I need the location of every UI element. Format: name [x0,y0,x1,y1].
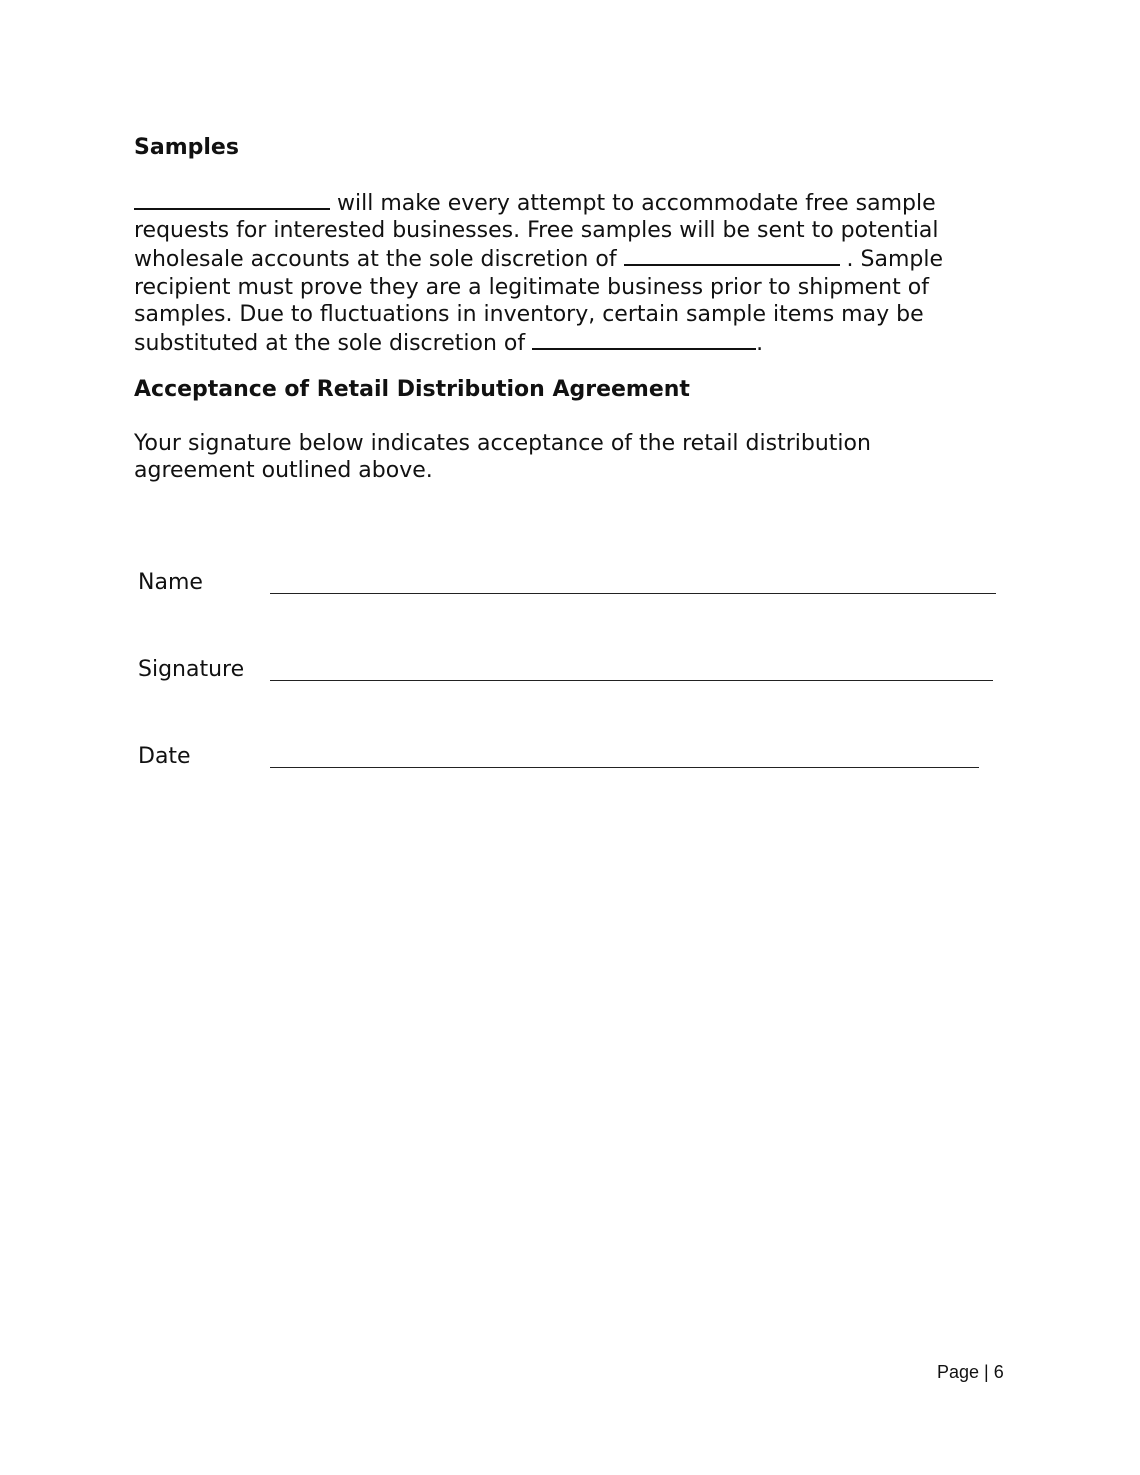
date-label: Date [138,744,191,769]
acceptance-paragraph: Your signature below indicates acceptance of the retail distribution agreement outlined above. [134,431,871,484]
samples-text-2: . Sample recipient must prove they are a legitimate business prior to shipment of samples. Due to fluctuations in inventory, certain sample items may be substituted at the sole discretion of [134,247,944,357]
company-name-blank-2[interactable] [624,244,840,266]
name-line[interactable] [270,593,996,594]
samples-paragraph [134,188,994,357]
samples-heading: Samples [134,135,239,160]
samples-text-1: will make every attempt to accommodate free sample requests for interested businesses. Free samples will be sent to potential wholesale accounts at the sole discretion of [134,191,939,273]
page-number: Page | 6 [937,1362,1004,1382]
acceptance-heading: Acceptance of Retail Distribution Agreement [134,377,690,402]
samples-text-3: . [756,331,764,357]
signature-label: Signature [138,657,245,682]
company-name-blank-3[interactable] [532,328,756,350]
date-line[interactable] [270,767,979,768]
name-label: Name [138,570,203,595]
company-name-blank-1[interactable] [134,188,330,210]
signature-line[interactable] [270,680,993,681]
